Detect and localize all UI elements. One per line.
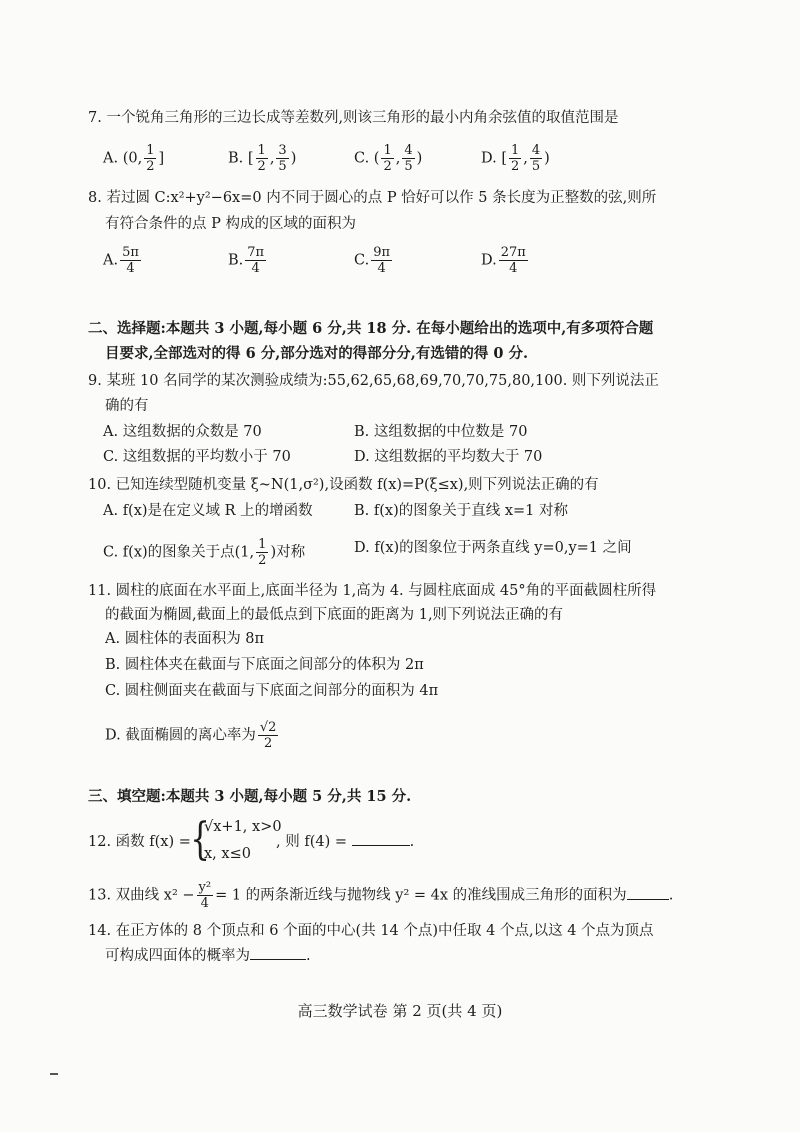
q14-stem-line2: 可构成四面体的概率为 . <box>105 945 311 967</box>
q8-option-a: A. $\frac{5\pi}{4}$ <box>103 245 139 276</box>
q9-option-c: C. 这组数据的平均数小于 70 <box>103 449 291 465</box>
q10-stem: 10. 已知连续型随机变量 ξ~N(1,σ²),设函数 f(x)=P(ξ≤x),则下列说法正确的有 <box>88 477 599 493</box>
q7-option-b: B. [ $\frac{1}{2}$ , $\frac{3}{5}$ ) <box>228 143 297 174</box>
q7-option-a: A. (0, $\frac{1}{2}$ ] <box>103 143 165 174</box>
q9-option-a: A. 这组数据的众数是 70 <box>103 424 262 440</box>
q11-option-a: A. 圆柱体的表面积为 8π <box>105 631 265 647</box>
q12-post: , 则 f(4) = . <box>276 831 414 853</box>
q7-option-c: C. ( $\frac{1}{2}$ , $\frac{4}{5}$ ) <box>354 143 423 174</box>
q12-case1: √x+1, x>0 <box>204 819 282 835</box>
q10-option-d: D. f(x)的图象位于两条直线 y=0,y=1 之间 <box>354 540 632 556</box>
scan-mark <box>50 1073 58 1075</box>
q11-stem-line1: 11. 圆柱的底面在水平面上,底面半径为 1,高为 4. 与圆柱底面成 45°角的平面截圆柱所得 <box>88 583 657 599</box>
q11-stem-line2: 的截面为椭圆,截面上的最低点到下底面的距离为 1,则下列说法正确的有 <box>105 607 564 623</box>
q9-stem-line2: 确的有 <box>105 398 149 414</box>
section3-title: 三、填空题:本题共 3 小题,每小题 5 分,共 15 分. <box>88 788 412 805</box>
q8-stem-line2: 有符合条件的点 P 构成的区域的面积为 <box>105 216 356 232</box>
q12-case2: x, x≤0 <box>204 846 251 862</box>
q9-option-b: B. 这组数据的中位数是 70 <box>354 424 528 440</box>
q11-option-c: C. 圆柱侧面夹在截面与下底面之间部分的面积为 4π <box>105 683 439 699</box>
q8-stem-line1: 8. 若过圆 C:x²+y²−6x=0 内不同于圆心的点 P 恰好可以作 5 条长度为正整数的弦,则所 <box>88 190 657 206</box>
q10-option-b: B. f(x)的图象关于直线 x=1 对称 <box>354 503 569 519</box>
q12-answer-blank[interactable] <box>352 831 410 846</box>
q14-answer-blank[interactable] <box>250 945 306 960</box>
q12-brace: { <box>190 814 210 865</box>
q10-option-c: C. f(x)的图象关于点(1, $\frac{1}{2}$ )对称 <box>103 537 306 568</box>
q7-stem: 7. 一个锐角三角形的三边长成等差数列,则该三角形的最小内角余弦值的取值范围是 <box>88 110 619 126</box>
q9-option-d: D. 这组数据的平均数大于 70 <box>354 449 543 465</box>
q12-pre: 12. 函数 f(x) = <box>88 834 191 850</box>
q10-option-a: A. f(x)是在定义域 R 上的增函数 <box>103 503 313 519</box>
page-footer: 高三数学试卷 第 2 页(共 4 页) <box>297 1002 503 1020</box>
q8-option-b: B. $\frac{7\pi}{4}$ <box>228 245 265 276</box>
q14-stem-line1: 14. 在正方体的 8 个顶点和 6 个面的中心(共 14 个点)中任取 4 个点,以这 4 个点为顶点 <box>88 923 654 939</box>
q7-option-d: D. [ $\frac{1}{2}$ , $\frac{4}{5}$ ) <box>481 143 550 174</box>
q11-option-b: B. 圆柱体夹在截面与下底面之间部分的体积为 2π <box>105 657 424 673</box>
q9-stem-line1: 9. 某班 10 名同学的某次测验成绩为:55,62,65,68,69,70,70,75,80,100. 则下列说法正 <box>88 373 659 389</box>
q11-option-d: D. 截面椭圆的离心率为 $\frac{√2}{2}$ <box>105 720 277 751</box>
q8-option-d: D. $\frac{27\pi}{4}$ <box>481 245 526 276</box>
q13-answer-blank[interactable] <box>627 885 669 900</box>
section2-instructions-line2: 目要求,全部选对的得 6 分,部分选对的得部分分,有选错的得 0 分. <box>105 345 529 362</box>
q13-line: 13. 双曲线 x² − $\frac{\text{y²}}{4}$ = 1 的两条渐近线与抛物线 y² = 4x 的准线围成三角形的面积为 . <box>88 880 674 911</box>
section2-instructions-line1: 二、选择题:本题共 3 小题,每小题 6 分,共 18 分. 在每小题给出的选项中,有多项符合题 <box>88 320 654 337</box>
q8-option-c: C. $\frac{9\pi}{4}$ <box>354 245 391 276</box>
